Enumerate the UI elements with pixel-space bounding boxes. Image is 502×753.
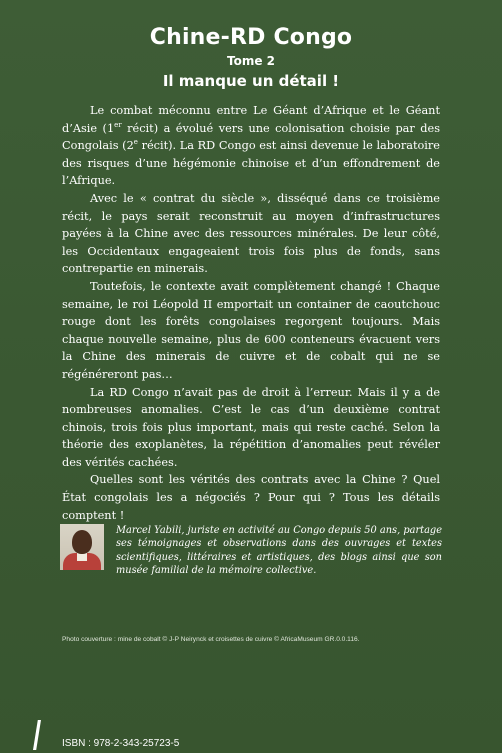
author-photo: [60, 524, 104, 570]
title-block: [0, 24, 502, 91]
blurb-paragraph-4: La RD Congo n’avait pas de droit à l’erreur. Mais il y a de nombreuses anomalies. C’est le cas d’un deuxième contrat chinois, trois fois plus important, mais qui reste caché. Selon la théorie des exoplanètes, la répétition d’anomalies peut révéler des vérités cachées.: [62, 385, 440, 469]
blurb-paragraph-3: Toutefois, le contexte avait complètement changé ! Chaque semaine, le roi Léopold II emportait un container de caoutchouc rouge dont les forêts congolaises regorgent toujours. Mais chaque nouvelle semaine, plus de 600 conteneurs évacuent vers la Chine des minerais de cuivre et de cobalt qui ne se régénéreront pas…: [62, 279, 440, 381]
blurb: [62, 102, 440, 524]
publisher-logo-mark-icon: [33, 720, 41, 750]
isbn: ISBN : 978-2-343-25723-5: [62, 738, 180, 749]
tome-label: Tome 2: [226, 54, 275, 68]
blurb-paragraph-1: Le combat méconnu entre Le Géant d’Afrique et le Géant d’Asie (1er récit) a évolué vers une colonisation choisie par des Congolais (2e récit). La RD Congo est ainsi devenue le laboratoire des risques d’une hégémonie chinoise et d’un effondrement de l’Afrique.: [62, 104, 441, 188]
book-subtitle: Il manque un détail !: [162, 72, 340, 90]
blurb-paragraph-2: Avec le « contrat du siècle », disséqué dans ce troisième récit, le pays serait reconstruit au moyen d’infrastructures payées à la Chine avec des ressources minérales. De leur côté, les Occidentaux engageaient trois fois plus de fonds, sans contrepartie en minerais.: [62, 191, 440, 276]
author-bio: Marcel Yabili, juriste en activité au Congo depuis 50 ans, partage ses témoignages et observations dans des ouvrages et textes scientifiques, littéraires et artistiques, des blogs ainsi que son musée familial de la mémoire collective.: [116, 525, 442, 576]
book-title: Chine-RD Congo: [149, 25, 353, 50]
photo-credit: Photo couverture : mine de cobalt © J-P Neirynck et croisettes de cuivre © AfricaMuseum GR.0.0.116.: [62, 636, 360, 643]
blurb-paragraph-5: Quelles sont les vérités des contrats avec la Chine ? Quel État congolais les a négociés ? Pour qui ? Tous les détails comptent !: [62, 473, 440, 522]
